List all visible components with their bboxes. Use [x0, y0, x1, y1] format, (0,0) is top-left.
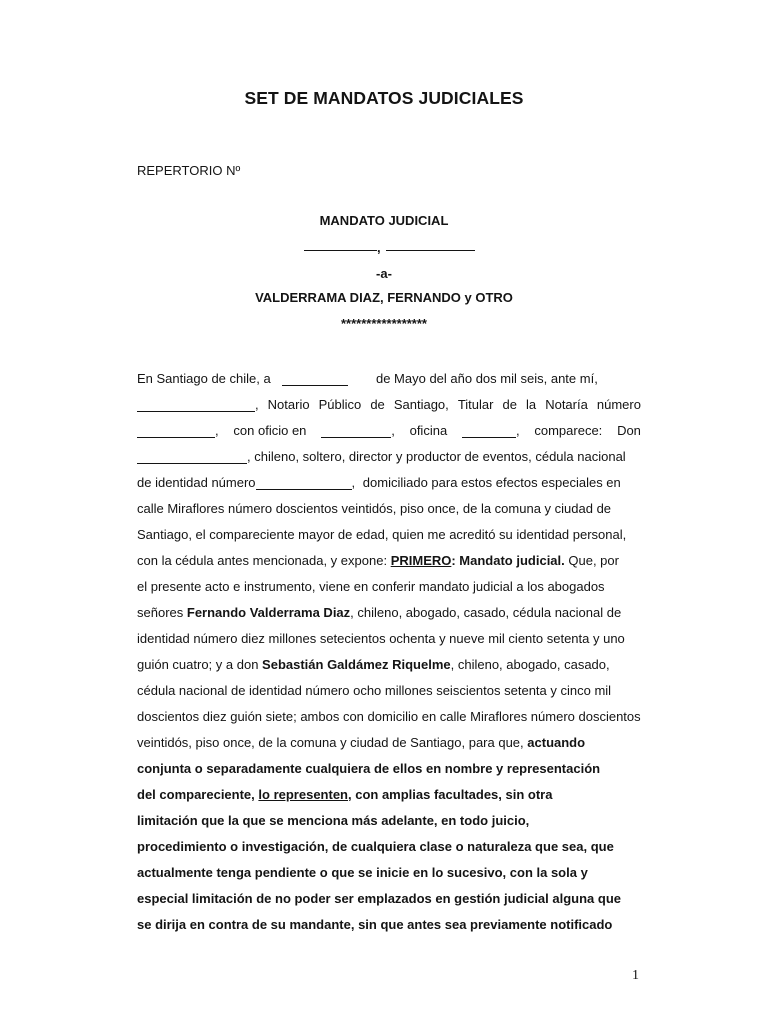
- blank-field: [137, 396, 255, 412]
- text-segment: actuando: [527, 735, 586, 750]
- text-segment: de Mayo del año dos mil seis, ante mí,: [375, 371, 598, 386]
- text-segment: ,: [255, 397, 259, 412]
- body-line-22: se dirija en contra de su mandante, sin que antes sea previamente notificado: [137, 917, 613, 932]
- text-segment: Notario: [267, 397, 310, 412]
- party-names: VALDERRAMA DIAZ, FERNANDO y OTRO: [255, 290, 513, 305]
- document-title: SET DE MANDATOS JUDICIALES: [244, 88, 524, 108]
- body-line-12: [137, 652, 641, 678]
- text-segment: Santiago,: [393, 397, 449, 412]
- primero-label: PRIMERO: [390, 553, 452, 568]
- text-segment: ,: [215, 423, 219, 438]
- body-line-17: [137, 782, 641, 808]
- text-segment: ,: [515, 423, 520, 438]
- body-line-14: doscientos diez guión siete; ambos con domicilio en calle Miraflores número doscientos: [137, 709, 641, 724]
- body-line-4: [137, 444, 641, 470]
- text-segment: Público: [318, 397, 362, 412]
- text-segment: , chileno, abogado, casado, cédula nacional de: [350, 605, 622, 620]
- blank-field: [282, 370, 348, 386]
- body-line-3: [137, 418, 641, 444]
- text-segment: ,: [391, 423, 395, 438]
- text-segment: domiciliado para estos efectos especiales en: [362, 475, 621, 490]
- body-line-11: identidad número diez millones setecientos ochenta y nueve mil ciento setenta y uno: [137, 631, 625, 646]
- body-line-16: conjunta o separadamente cualquiera de ellos en nombre y representación: [137, 761, 601, 776]
- text-segment: , chileno, abogado, casado,: [450, 657, 610, 672]
- text-segment: con oficio en: [233, 423, 307, 438]
- text-segment: número: [596, 397, 641, 412]
- body-line-1: [137, 366, 641, 392]
- text-segment: de: [502, 397, 517, 412]
- body-line-7: Santiago, el compareciente mayor de edad, quien me acreditó su identidad personal,: [137, 527, 627, 542]
- body-line-6: calle Miraflores número doscientos veintidós, piso once, de la comuna y ciudad de: [137, 501, 612, 516]
- repertorio-label: REPERTORIO Nº: [137, 163, 241, 178]
- body-line-5: [137, 470, 641, 496]
- text-segment: de identidad número: [137, 475, 256, 490]
- lawyer-name-2: Sebastián Galdámez Riquelme: [262, 657, 451, 672]
- text-segment: ,: [247, 449, 251, 464]
- blank-field: [137, 448, 247, 464]
- text-segment: oficina: [409, 423, 448, 438]
- text-segment: : Mandato judicial.: [451, 553, 565, 568]
- text-segment: En Santiago de chile, a: [137, 371, 271, 386]
- text-segment: veintidós, piso once, de la comuna y ciudad de Santiago, para que,: [137, 735, 524, 750]
- body-line-15: [137, 730, 641, 756]
- party-a-label: -a-: [376, 266, 392, 281]
- body-line-9: el presente acto e instrumento, viene en conferir mandato judicial a los abogados: [137, 579, 605, 594]
- body-line-2: [137, 392, 641, 418]
- text-segment: con la cédula antes mencionada, y expone:: [137, 553, 388, 568]
- lawyer-name-1: Fernando Valderrama Diaz: [186, 605, 351, 620]
- blank-field: [137, 422, 215, 438]
- mandate-heading: MANDATO JUDICIAL: [319, 213, 449, 228]
- blank-line-left: [304, 250, 377, 251]
- text-segment: Don: [617, 423, 641, 438]
- blank-line-right: [386, 250, 475, 251]
- text-segment: Notaría: [545, 397, 588, 412]
- page-number: 1: [632, 968, 639, 983]
- text-segment: la: [526, 397, 537, 412]
- text-segment: Que, por: [568, 553, 619, 568]
- text-segment: chileno, soltero, director y productor de eventos, cédula nacional: [254, 449, 626, 464]
- separator-stars: *****************: [340, 316, 427, 331]
- text-segment: guión cuatro; y a don: [137, 657, 259, 672]
- body-line-8: [137, 548, 641, 574]
- text-segment: del compareciente,: [137, 787, 255, 802]
- text-segment: comparece:: [534, 423, 603, 438]
- blank-field: [321, 422, 391, 438]
- blank-field: [462, 422, 516, 438]
- text-segment: , con amplias facultades, sin otra: [348, 787, 553, 802]
- text-segment: lo representen: [258, 787, 348, 802]
- body-line-21: especial limitación de no poder ser emplazados en gestión judicial alguna que: [137, 891, 622, 906]
- body-line-19: procedimiento o investigación, de cualquiera clase o naturaleza que sea, que: [137, 839, 614, 854]
- body-line-13: cédula nacional de identidad número ocho millones seiscientos setenta y cinco mil: [137, 683, 612, 698]
- body-line-20: actualmente tenga pendiente o que se inicie en lo sucesivo, con la sola y: [137, 865, 588, 880]
- text-segment: ,: [351, 475, 356, 490]
- text-segment: de: [370, 397, 385, 412]
- text-segment: Titular: [457, 397, 494, 412]
- body-line-10: [137, 600, 641, 626]
- blank-separator: ,: [377, 240, 381, 255]
- blank-field: [256, 474, 352, 490]
- text-segment: señores: [137, 605, 184, 620]
- body-line-18: limitación que la que se menciona más adelante, en todo juicio,: [137, 813, 530, 828]
